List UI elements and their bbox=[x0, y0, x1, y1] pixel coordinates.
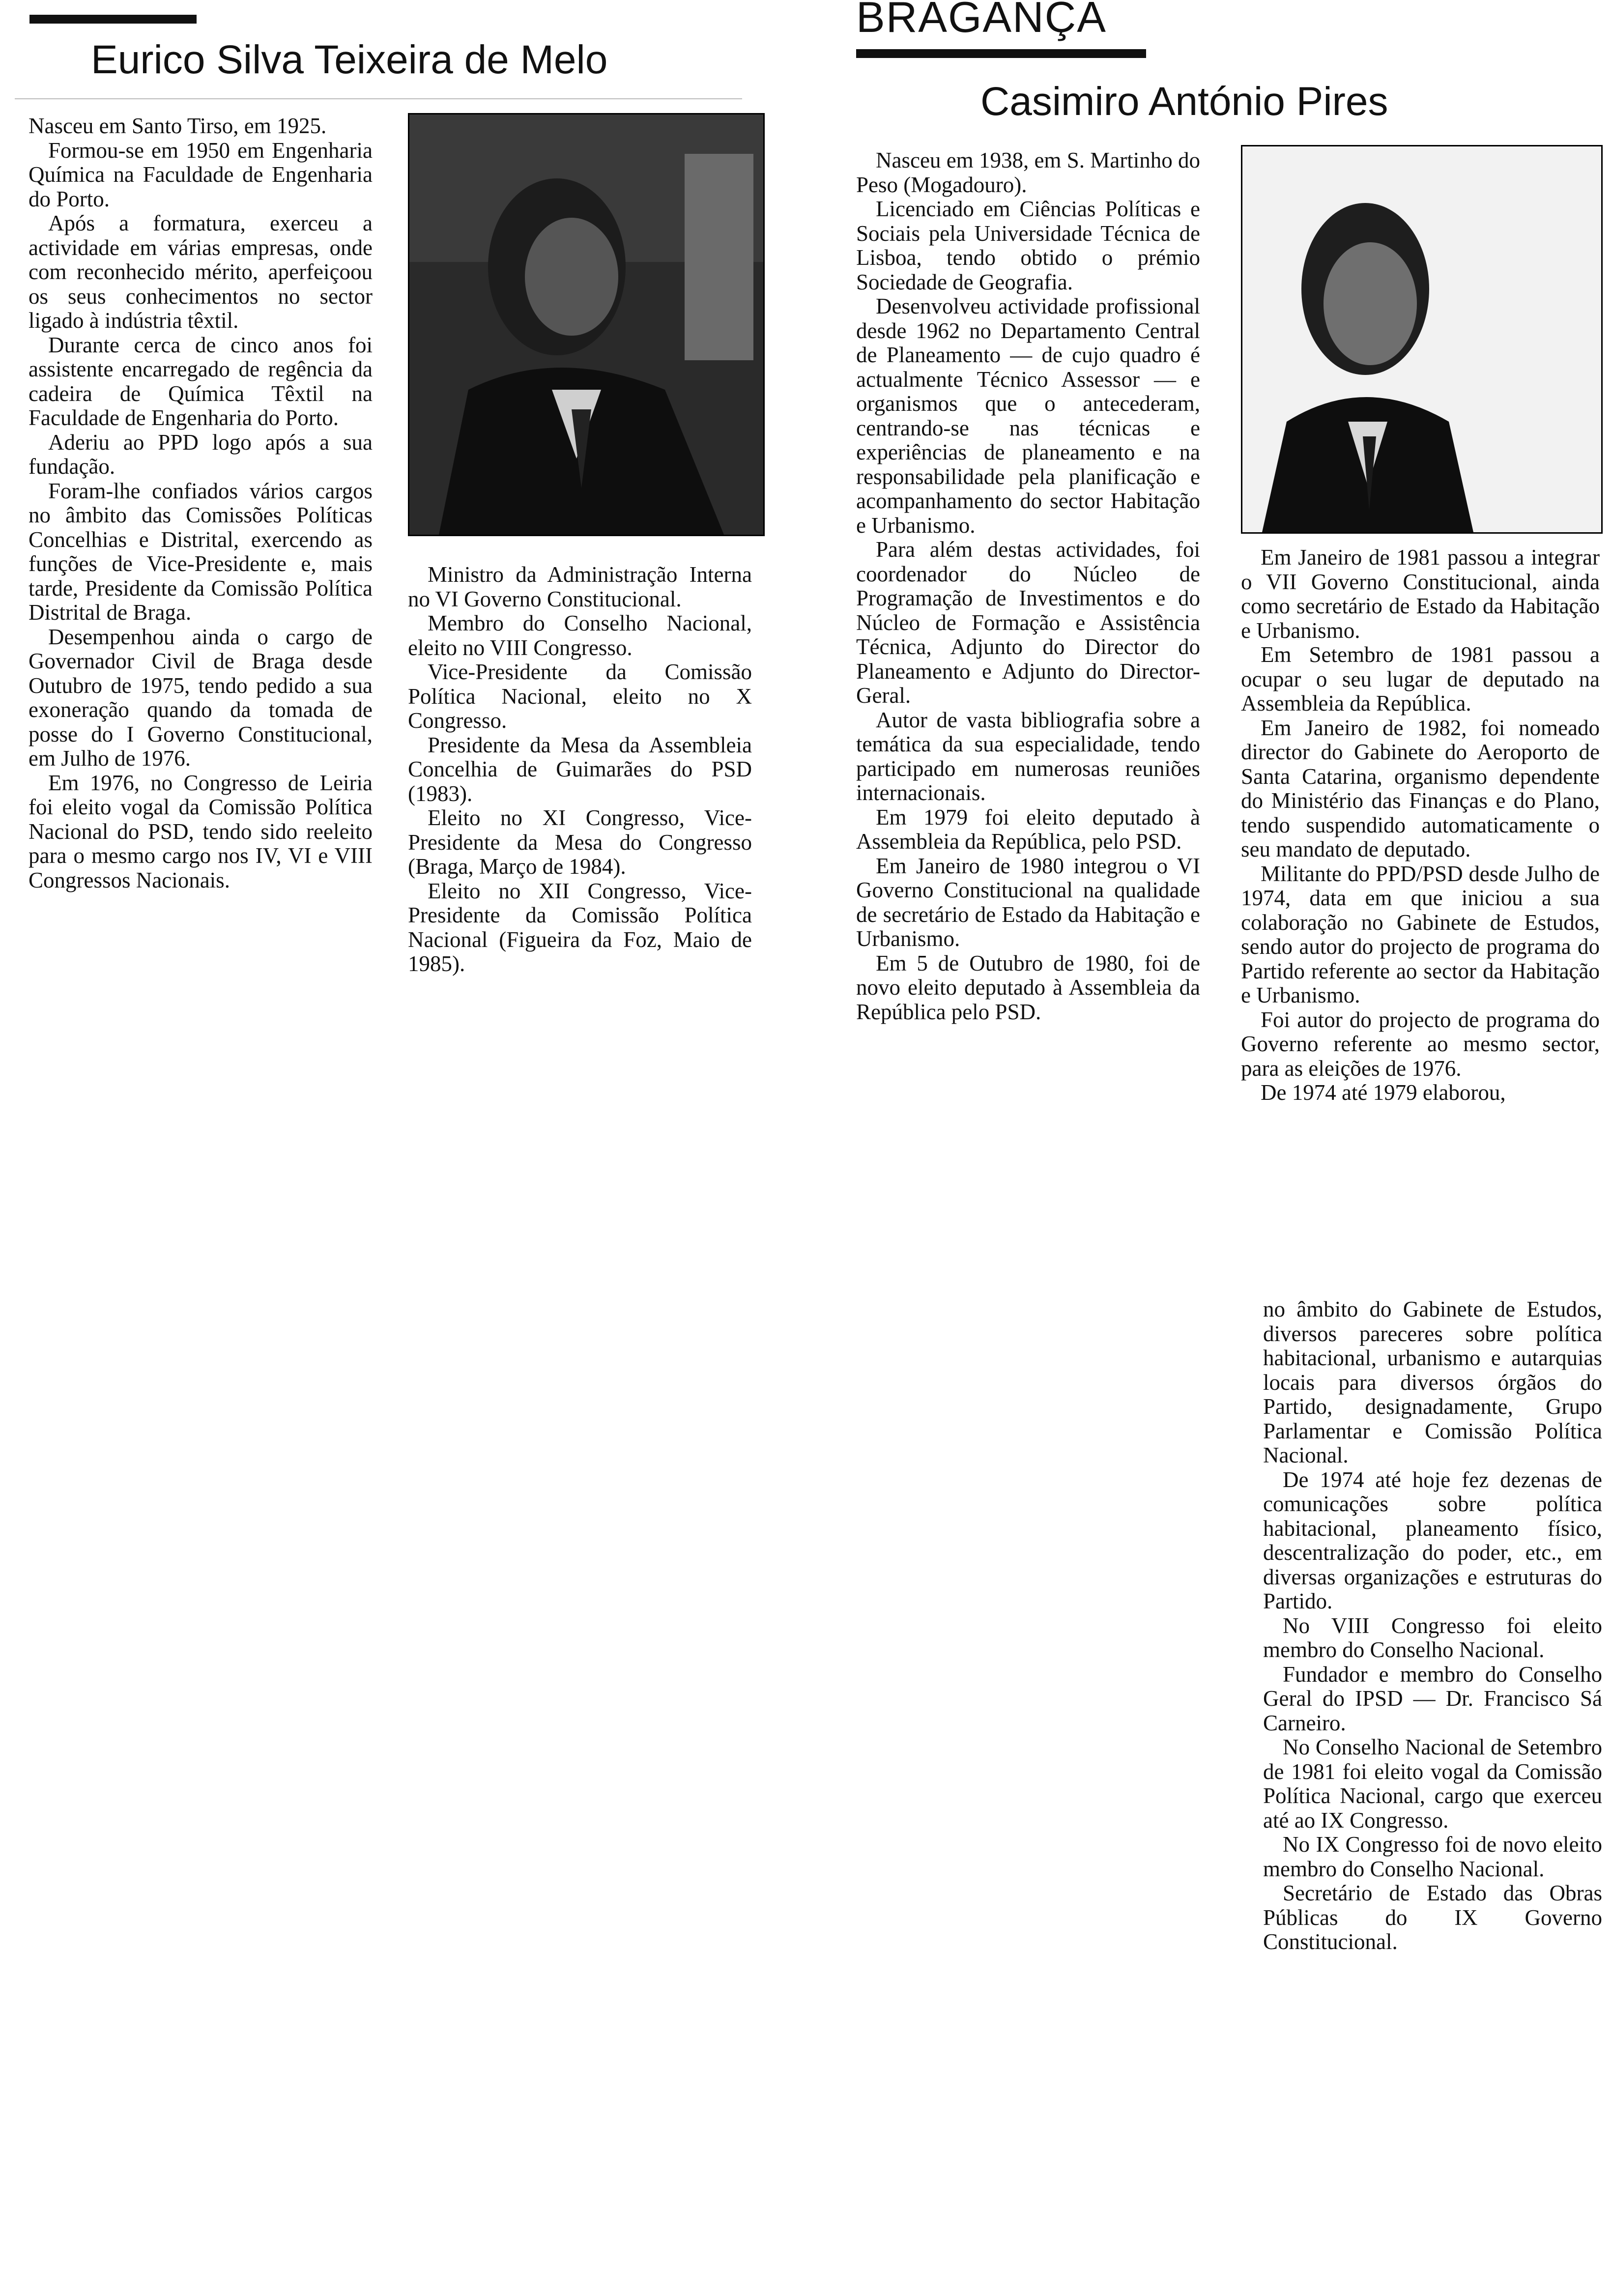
paragraph: Em Janeiro de 1982, foi nomeado director do Gabinete do Aeroporto de Santa Catarina, organismo dependente do Ministério das Finanças e do Plano, tendo suspendido automaticamente o seu mandato de deputado. bbox=[1241, 715, 1600, 861]
paragraph: Autor de vasta bibliografia sobre a temática da sua especialidade, tendo participado em numerosas reuniões internacionais. bbox=[856, 707, 1200, 805]
paragraph: De 1974 até 1979 elaborou, bbox=[1261, 1080, 1506, 1105]
portrait-image bbox=[409, 115, 763, 535]
paragraph: Foi autor do projecto de programa do Governo referente ao mesmo sector, para as eleições de 1976. bbox=[1241, 1007, 1600, 1081]
paragraph: Aderiu ao PPD logo após a sua fundação. bbox=[29, 430, 373, 479]
paragraph: Em Janeiro de 1981 passou a integrar o VII Governo Constitucional, ainda como secretário de Estado da Habitação e Urbanismo. bbox=[1241, 545, 1600, 643]
right-column-3 bbox=[1263, 1297, 1602, 1954]
paragraph: Presidente da Mesa da Assembleia Concelhia de Guimarães do PSD (1983). bbox=[408, 732, 752, 806]
paragraph: Fundador e membro do Conselho Geral do IPSD — Dr. Francisco Sá Carneiro. bbox=[1263, 1662, 1602, 1735]
paragraph: Nasceu em Santo Tirso, em 1925. bbox=[29, 114, 327, 138]
right-article bbox=[835, 0, 1612, 2296]
right-column-2 bbox=[1241, 545, 1600, 1105]
section-label: BRAGANÇA bbox=[856, 0, 1107, 41]
left-article bbox=[0, 0, 767, 1116]
paragraph: No Conselho Nacional de Setembro de 1981 foi eleito vogal da Comissão Política Nacional, cargo que exerceu até ao IX Congresso. bbox=[1263, 1735, 1602, 1833]
right-portrait-photo bbox=[1241, 145, 1603, 534]
paragraph: Em Janeiro de 1980 integrou o VI Governo Constitucional na qualidade de secretário de Estado da Habitação e Urbanismo. bbox=[856, 853, 1200, 951]
paragraph: Para além destas actividades, foi coordenador do Núcleo de Programação de Investimentos e do Núcleo de Formação e Assistência Técnica, Adjunto do Director do Planeamento e Adjunto do Director-Geral. bbox=[856, 537, 1200, 708]
right-headline: Casimiro António Pires bbox=[980, 79, 1388, 124]
paragraph: Em 1976, no Congresso de Leiria foi eleito vogal da Comissão Política Nacional do PSD, tendo sido reeleito para o mesmo cargo nos IV, VI e VIII Congressos Nacionais. bbox=[29, 770, 373, 892]
paragraph: De 1974 até hoje fez dezenas de comunicações sobre política habitacional, planeamento físico, descentralização do poder, etc., em diversas organizações e estruturas do Partido. bbox=[1263, 1467, 1602, 1613]
left-headline: Eurico Silva Teixeira de Melo bbox=[91, 37, 608, 82]
paragraph: Eleito no XI Congresso, Vice-Presidente da Mesa do Congresso (Braga, Março de 1984). bbox=[408, 805, 752, 879]
paragraph: no âmbito do Gabinete de Estudos, diversos pareceres sobre política habitacional, urbanismo e autarquias locais para diversos órgãos do Partido, designadamente, Grupo Parlamentar e Comissão Política Nacional. bbox=[1263, 1297, 1602, 1467]
paragraph: Vice-Presidente da Comissão Política Nacional, eleito no X Congresso. bbox=[408, 660, 752, 733]
paragraph: Secretário de Estado das Obras Públicas do IX Governo Constitucional. bbox=[1263, 1881, 1602, 1954]
paragraph: Durante cerca de cinco anos foi assistente encarregado de regência da cadeira de Química Têxtil na Faculdade de Engenharia do Porto. bbox=[29, 332, 373, 430]
left-column-1 bbox=[29, 114, 373, 892]
paragraph: Desenvolveu actividade profissional desde 1962 no Departamento Central de Planeamento — de cujo quadro é actualmente Técnico Assessor — e organismos que o antecederam, centrando-se nas técnicas e experiências de planeamento e na responsabilidade pela planificação e acompanhamento do sector Habitação e Urbanismo. bbox=[856, 294, 1200, 538]
section-rule bbox=[856, 49, 1146, 58]
portrait-image bbox=[1242, 146, 1601, 532]
paragraph: Nasceu em 1938, em S. Martinho do Peso (Mogadouro). bbox=[856, 148, 1200, 197]
paragraph: Membro do Conselho Nacional, eleito no VIII Congresso. bbox=[408, 611, 752, 660]
left-headline-rule bbox=[29, 15, 197, 24]
paragraph: Em Setembro de 1981 passou a ocupar o seu lugar de deputado na Assembleia da República. bbox=[1241, 642, 1600, 716]
left-portrait-photo bbox=[408, 113, 765, 536]
paragraph: Em 1979 foi eleito deputado à Assembleia da República, pelo PSD. bbox=[856, 804, 1200, 854]
paragraph: Foram-lhe confiados vários cargos no âmbito das Comissões Políticas Concelhias e Distrital, exercendo as funções de Vice-Presidente e, mais tarde, Presidente da Comissão Política Distrital de Braga. bbox=[29, 478, 373, 625]
left-rule-line bbox=[15, 98, 742, 99]
paragraph: Após a formatura, exerceu a actividade em várias empresas, onde com reconhecido mérito, aperfeiçoou os seus conhecimentos no sector ligado à indústria têxtil. bbox=[29, 211, 373, 333]
paragraph: Ministro da Administração Interna no VI Governo Constitucional. bbox=[408, 562, 752, 611]
paragraph: Licenciado em Ciências Políticas e Sociais pela Universidade Técnica de Lisboa, tendo obtido o prémio Sociedade de Geografia. bbox=[856, 197, 1200, 294]
paragraph: No VIII Congresso foi eleito membro do Conselho Nacional. bbox=[1263, 1613, 1602, 1662]
paragraph: Militante do PPD/PSD desde Julho de 1974, data em que iniciou a sua colaboração no Gabinete de Estudos, sendo autor do projecto de programa do Partido referente ao sector da Habitação e Urbanismo. bbox=[1241, 861, 1600, 1007]
paragraph: No IX Congresso foi de novo eleito membro do Conselho Nacional. bbox=[1263, 1832, 1602, 1881]
paragraph: Desempenhou ainda o cargo de Governador Civil de Braga desde Outubro de 1975, tendo pedido a sua exoneração quando da tomada de posse do I Governo Constitucional, em Julho de 1976. bbox=[29, 624, 373, 771]
paragraph: Formou-se em 1950 em Engenharia Química na Faculdade de Engenharia do Porto. bbox=[29, 138, 373, 211]
right-column-1 bbox=[856, 148, 1200, 1024]
paragraph: Em 5 de Outubro de 1980, foi de novo eleito deputado à Assembleia da República pelo PSD. bbox=[856, 950, 1200, 1024]
paragraph: Eleito no XII Congresso, Vice-Presidente da Comissão Política Nacional (Figueira da Foz, Maio de 1985). bbox=[408, 878, 752, 976]
left-column-2 bbox=[408, 563, 752, 976]
